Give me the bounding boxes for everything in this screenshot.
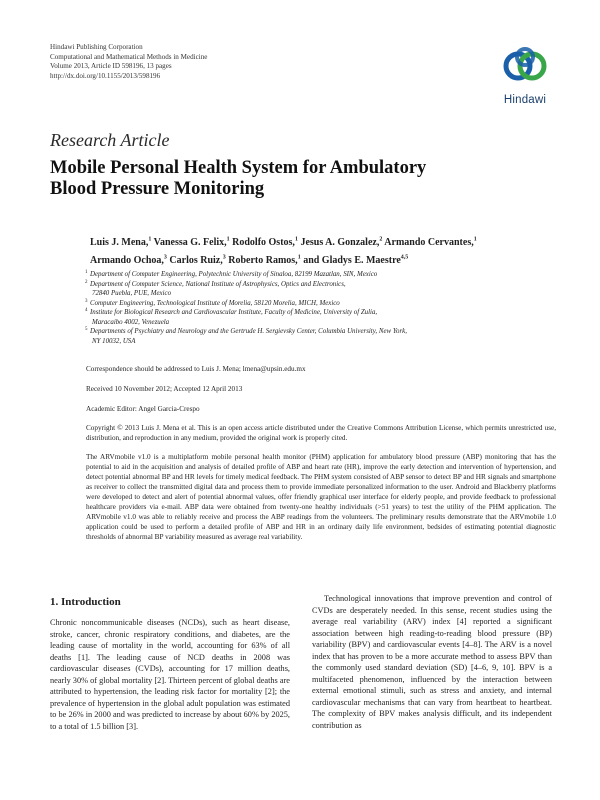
author-list <box>90 233 550 269</box>
academic-editor: Academic Editor: Angel Garcia-Crespo <box>86 405 200 413</box>
section-heading: 1. Introduction <box>50 596 121 608</box>
affiliation-item: 3 Computer Engineering, Technological Institute of Morelia, 58120 Morelia, MICH, Mexico <box>85 298 340 307</box>
author: Rodolfo Ostos,$^1$ <box>232 237 298 249</box>
affiliation-item: 5 Departments of Psychiatry and Neurology and the Gertrude H. Sergievsky Center, Columbia University, New York, NY 10032, USA <box>85 327 407 345</box>
author: Roberto Ramos,$^1$ <box>228 254 301 267</box>
article-title <box>50 158 550 200</box>
volume-info: Volume 2013, Article ID 598196, 13 pages <box>50 62 172 71</box>
paragraph: Technological innovations that improve prevention and control of CVDs are desperately needed. In this sense, recent studies using the average real variability (ARV) index [4] reported a significant association between high reading-to-reading blood pressure (BP) variability (BPV) and cardiovascular events [4–8]. The ARV is a novel index that has proven to be a more accurate method to assess BPV than the commonly used standard deviation (SD) [4–6, 9, 10]. BPV is a multifaceted phenomenon, influenced by the interaction between external emotional stimuli, such as stress and anxiety, and internal cardiovascular mechanisms that can vary from heartbeat to heartbeat. The complexity of BPV makes analysis difficult, and its independent contribution as <box>312 594 552 730</box>
paragraph: Chronic noncommunicable diseases (NCDs), such as heart disease, stroke, cancer, chronic respiratory conditions, and diabetes, are the leading cause of mortality in the world, accounting for 63% of all deaths [1]. The leading cause of NCD deaths in 2008 was cardiovascular diseases (CVDs), accounting for 17 million deaths, nearly 30% of global mortality [2]. Thirteen percent of global deaths are attributed to hypertension, the leading risk factor for mortality [2]; the prevalence of hypertension in the global adult population was estimated to be 26% in 2000 and was predicted to increase by about 60% by 2025, to a total of 1.5 billion [3]. <box>50 618 290 731</box>
body-column-left <box>50 617 290 732</box>
author: Luis J. Mena,$^1$ <box>90 237 152 249</box>
title-line-2: Blood Pressure Monitoring <box>50 179 265 199</box>
affiliation-item: 4 Institute for Biological Research and Cardiovascular Institute, Faculty of Medicine, University of Zulia, Maracaibo 4002, Venezuela <box>85 308 378 326</box>
publisher-name: Hindawi Publishing Corporation <box>50 43 143 51</box>
author: and Gladys E. Maestre$^{4,5}$ <box>303 254 409 267</box>
received-dates: Received 10 November 2012; Accepted 12 April 2013 <box>86 385 243 393</box>
doi-link[interactable]: http://dx.doi.org/10.1155/2013/598196 <box>50 71 161 80</box>
author: Jesus A. Gonzalez,$^2$ <box>300 237 383 249</box>
affiliations <box>86 270 556 346</box>
author: Armando Ochoa,$^3$ <box>90 254 167 267</box>
title-line-1: Mobile Personal Health System for Ambulatory <box>50 158 427 178</box>
correspondence: Correspondence should be addressed to Luis J. Mena; lmena@upsin.edu.mx <box>86 365 306 373</box>
abstract: The ARVmobile v1.0 is a multiplatform mobile personal health monitor (PHM) application for ambulatory blood pressure (ABP) monitoring that has the potential to aid in the acquisition and analysis of detailed profile of ABP and heart rate (HR), improve the early detection and intervention of hypertension, and detect potential abnormal BP and HR levels for timely medical feedback. The PHM system consisted of ABP sensor to detect BP and HR signals and smartphone as receiver to collect the transmitted digital data and process them to provide immediate personalized information to the user. Android and Blackberry platforms were developed to detect and alert of potential abnormal values, offer friendly graphical user interface for elderly people, and provide feedback to professional healthcare providers via e-mail. ABP data were obtained from twenty-one healthy individuals (>51 years) to test the utility of the PHM application. The ARVmobile v1.0 was able to reliably receive and process the ABP readings from the volunteers. The preliminary results demonstrate that the ARVmobile 1.0 application could be used to perform a detailed profile of ABP and HR in an ordinary daily life environment, bedsides of estimating potential diagnostic thresholds of abnormal BP variability measured as average real variability. <box>86 453 556 541</box>
copyright-notice: Copyright © 2013 Luis J. Mena et al. This is an open access article distributed under the Creative Commons Attribution License, which permits unrestricted use, distribution, and reproduction in any medium, provided the original work is properly cited. <box>86 424 556 442</box>
affiliation-item: 2 Department of Computer Science, National Institute of Astrophysics, Optics and Electronics, 72840 Puebla, PUE, Mexico <box>85 279 346 297</box>
hindawi-logo-text: Hindawi <box>503 94 547 106</box>
affiliation-item: 1 Department of Computer Engineering, Polytechnic University of Sinaloa, 82199 Mazatlan, SIN, Mexico <box>85 270 378 278</box>
article-type: Research Article <box>50 130 170 150</box>
journal-header <box>50 43 207 81</box>
journal-name: Computational and Mathematical Methods in Medicine <box>50 52 208 61</box>
author: Vanessa G. Felix,$^1$ <box>153 237 230 249</box>
author: Armando Cervantes,$^1$ <box>384 237 477 249</box>
author: Carlos Ruiz,$^3$ <box>169 254 226 267</box>
body-column-right <box>312 593 552 731</box>
